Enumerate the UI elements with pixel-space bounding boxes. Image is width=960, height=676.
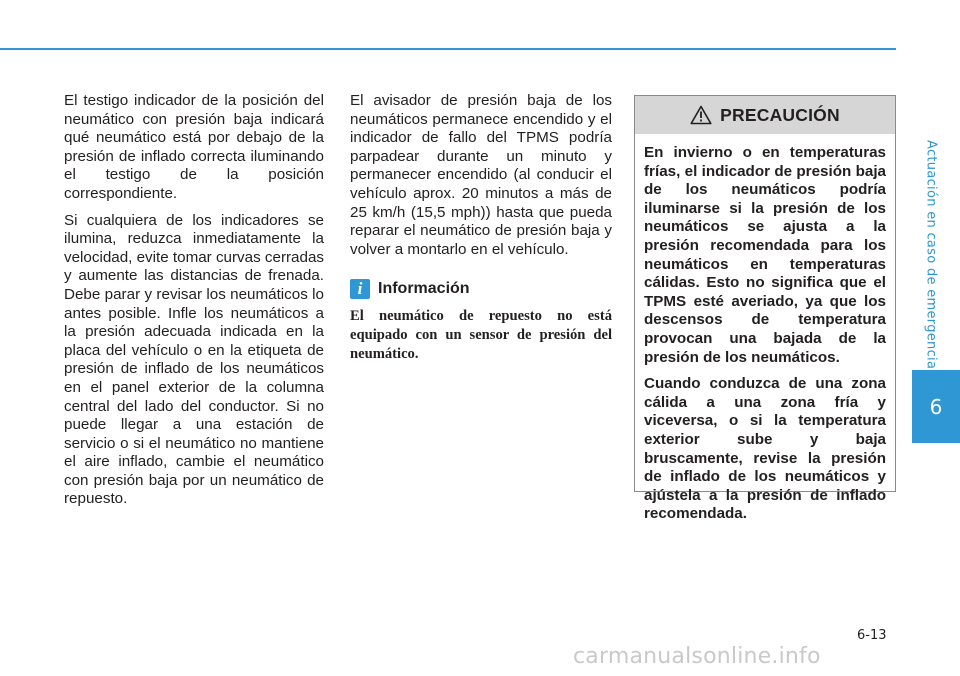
caution-title: PRECAUCIÓN bbox=[720, 104, 840, 125]
column-middle bbox=[350, 92, 612, 372]
warning-triangle-icon bbox=[690, 105, 712, 125]
info-title: Información bbox=[378, 280, 470, 298]
info-heading bbox=[350, 279, 612, 299]
caution-paragraph: Cuando conduzca de una zona cálida a una zona fría y viceversa, o si la temperatura exterior sube y baja bruscamente, revise la presión de inflado de los neumáticos y ajústela a la presión de inflado recomendada. bbox=[644, 375, 886, 523]
info-text: El neumático de repuesto no está equipado con un sensor de presión del neumático. bbox=[350, 308, 612, 363]
watermark: carmanualsonline.info bbox=[573, 644, 821, 669]
paragraph: Si cualquiera de los indicadores se ilumina, reduzca inmediatamente la velocidad, evite tomar curvas cerradas y aumente las distancias de frenada. Debe parar y revisar los neumáticos lo antes posible. Infle los neumáticos a la presión adecuada indicada en la placa del vehículo o en la etiqueta de presión de inflado de los neumáticos en el panel exterior de la columna central del lado del conductor. Si no puede llegar a una estación de servicio o si el neumático no mantiene el aire inflado, cambie el neumático con presión baja por un neumático de repuesto. bbox=[64, 211, 324, 508]
top-rule bbox=[0, 48, 896, 50]
chapter-tab bbox=[912, 370, 960, 443]
caution-paragraph: En invierno o en temperaturas frías, el indicador de presión baja de los neumáticos podría iluminarse si la presión de los neumáticos se ajusta a la presión recomendada para los neumáticos en temperaturas cálidas. Esto no significa que el TPMS esté averiado, ya que los descensos de temperatura provocan una bajada de la presión de los neumáticos. bbox=[644, 144, 886, 366]
paragraph: El testigo indicador de la posición del neumático con presión baja indicará qué neumático está por debajo de la presión de inflado correcta iluminando el testigo de la posición correspondiente. bbox=[64, 92, 324, 202]
section-side-label-text: Actuación en caso de emergencia bbox=[923, 140, 939, 370]
caution-body bbox=[635, 134, 895, 524]
caution-box bbox=[634, 95, 896, 523]
info-icon: i bbox=[350, 279, 370, 299]
column-left bbox=[64, 92, 324, 517]
page-number: 6-13 bbox=[857, 628, 887, 643]
section-side-label bbox=[913, 140, 949, 370]
chapter-number: 6 bbox=[929, 394, 943, 419]
caution-header bbox=[635, 96, 895, 134]
paragraph: El avisador de presión baja de los neumáticos permanece encendido y el indicador de fallo del TPMS podría parpadear durante un minuto y permanecer encendido (al conducir el vehículo aprox. 20 minutos a más de 25 km/h (15,5 mph)) hasta que pueda reparar el neumático de presión baja y volver a montarlo en el vehículo. bbox=[350, 92, 612, 258]
